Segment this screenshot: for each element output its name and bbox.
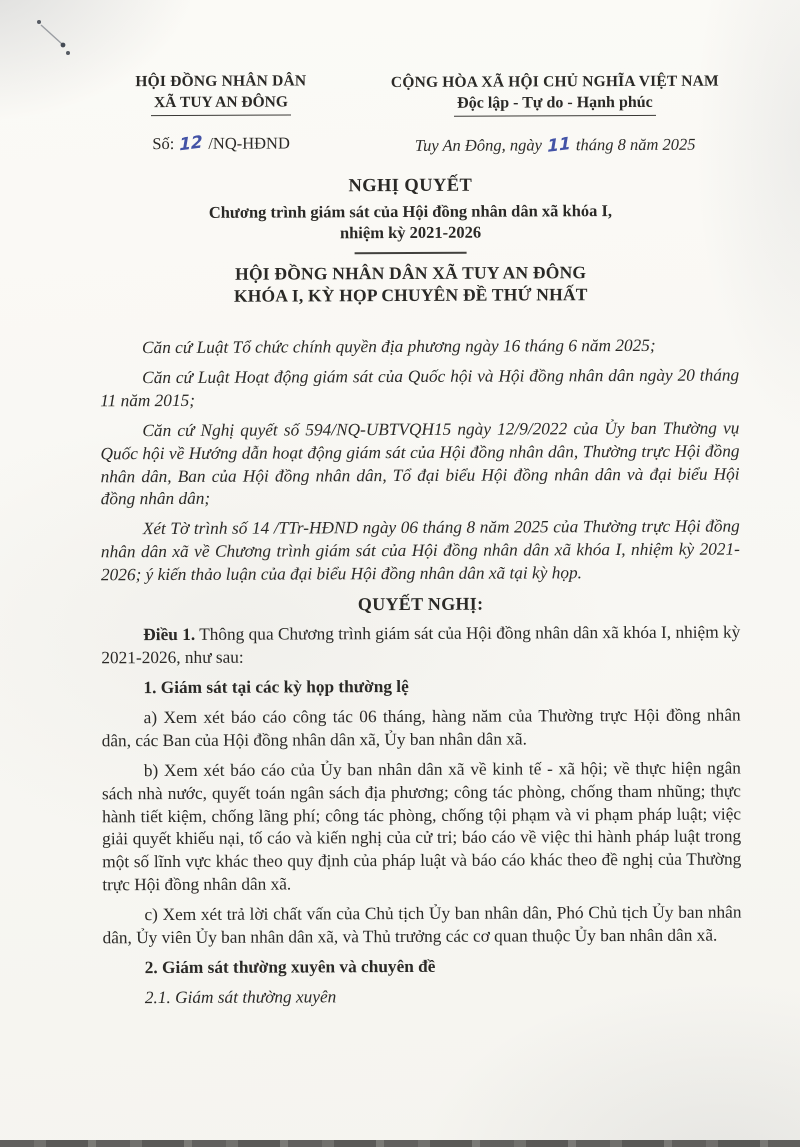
title-block: [80, 175, 740, 256]
document-number-label: Số:: [152, 133, 175, 154]
date-suffix: tháng 8 năm 2025: [575, 134, 696, 155]
issuing-org-line2: XÃ TUY AN ĐÔNG: [90, 93, 352, 116]
document-subtitle-line2: nhiệm kỳ 2021-2026: [339, 222, 482, 243]
article-1-paragraph: [101, 622, 740, 670]
preamble-paragraph-2: Căn cứ Luật Hoạt động giám sát của Quốc hội và Hội đồng nhân dân ngày 20 tháng 11 năm 2015;: [100, 365, 740, 411]
article-1-text: Thông qua Chương trình giám sát của Hội đồng nhân dân xã khóa I, nhiệm kỳ 2021-2026, như sau:: [101, 622, 741, 668]
section-2-heading: 2. Giám sát thường xuyên và chuyên đề: [144, 956, 436, 977]
document-number: [90, 133, 352, 154]
issuer-line2: KHÓA I, KỲ HỌP CHUYÊN ĐỀ THỨ NHẤT: [233, 283, 588, 306]
date-prefix: Tuy An Đông, ngày: [414, 135, 542, 155]
issuing-org-line1: HỘI ĐỒNG NHÂN DÂN: [135, 72, 307, 91]
issuer-line1: HỘI ĐỒNG NHÂN DÂN XÃ TUY AN ĐÔNG: [235, 262, 587, 284]
article-1-label: Điều 1.: [143, 625, 196, 645]
national-motto-line2: Độc lập - Tự do - Hạnh phúc: [364, 93, 746, 116]
issuer-block: [81, 262, 741, 308]
section-1-heading: 1. Giám sát tại các kỳ họp thường lệ: [143, 677, 409, 698]
document-title: NGHỊ QUYẾT: [348, 175, 473, 197]
section-2-sub-heading: 2.1. Giám sát thường xuyên: [144, 987, 337, 1008]
document-number-suffix: /NQ-HĐND: [208, 133, 290, 153]
preamble-paragraph-4: Xét Tờ trình số 14 /TTr-HĐND ngày 06 tháng 8 năm 2025 của Thường trực Hội đồng nhân dân xã về Chương trình giám sát của Hội đồng nhân dân xã khóa I, nhiệm kỳ 2021-2026; ý kiến thảo luận của đại biểu Hội đồng nhân dân xã tại kỳ họp.: [100, 516, 740, 585]
section-1-item-c: c) Xem xét trả lời chất vấn của Chủ tịch Ủy ban nhân dân, Phó Chủ tịch Ủy ban nhân dân, Ủy viên Ủy ban nhân dân xã, và Thủ trưởng các cơ quan thuộc Ủy ban nhân dân xã.: [102, 902, 742, 947]
document-subtitle-line1: Chương trình giám sát của Hội đồng nhân dân xã khóa I,: [208, 201, 613, 222]
title-divider: [355, 252, 467, 254]
preamble-paragraph-1: Căn cứ Luật Tổ chức chính quyền địa phương ngày 16 tháng 6 năm 2025;: [141, 335, 656, 358]
section-1-item-a: a) Xem xét báo cáo công tác 06 tháng, hàng năm của Thường trực Hội đồng nhân dân, các Ban của Hội đồng nhân dân xã, Ủy ban nhân dân xã.: [101, 705, 741, 751]
place-date-line: [364, 134, 746, 156]
resolution-heading: QUYẾT NGHỊ:: [357, 593, 484, 615]
section-1-item-b: b) Xem xét báo cáo của Ủy ban nhân dân xã về kinh tế - xã hội; về thực hiện ngân sách nhà nước, quyết toán ngân sách địa phương; công tác phòng, chống tham nhũng; thực hành tiết kiệm, chống lãng phí; công tác phòng, chống tội phạm và vi phạm pháp luật; việc giải quyết khiếu nại, tố cáo và kiến nghị của cử tri; báo cáo về việc thi hành pháp luật trong một số lĩnh vực khác theo quy định của pháp luật và báo cáo khác theo đề nghị của Thường trực Hội đồng nhân dân xã.: [101, 758, 742, 895]
document-body: [100, 335, 742, 1018]
national-header-block: [364, 72, 746, 116]
issuing-org-block: [90, 72, 352, 116]
document-number-handwritten: 12: [179, 132, 204, 156]
scan-edge-artifact: [0, 1140, 800, 1147]
national-motto-line1: CỘNG HÒA XÃ HỘI CHỦ NGHĨA VIỆT NAM: [390, 72, 719, 92]
preamble-paragraph-3: Căn cứ Nghị quyết số 594/NQ-UBTVQH15 ngày 12/9/2022 của Ủy ban Thường vụ Quốc hội về Hướng dẫn hoạt động giám sát của Hội đồng nhân dân, Thường trực Hội đồng nhân dân, Ban của Hội đồng nhân dân, Tổ đại biểu Hội đồng nhân dân và đại biểu Hội đồng nhân dân;: [100, 418, 740, 509]
date-day-handwritten: 11: [546, 133, 571, 157]
